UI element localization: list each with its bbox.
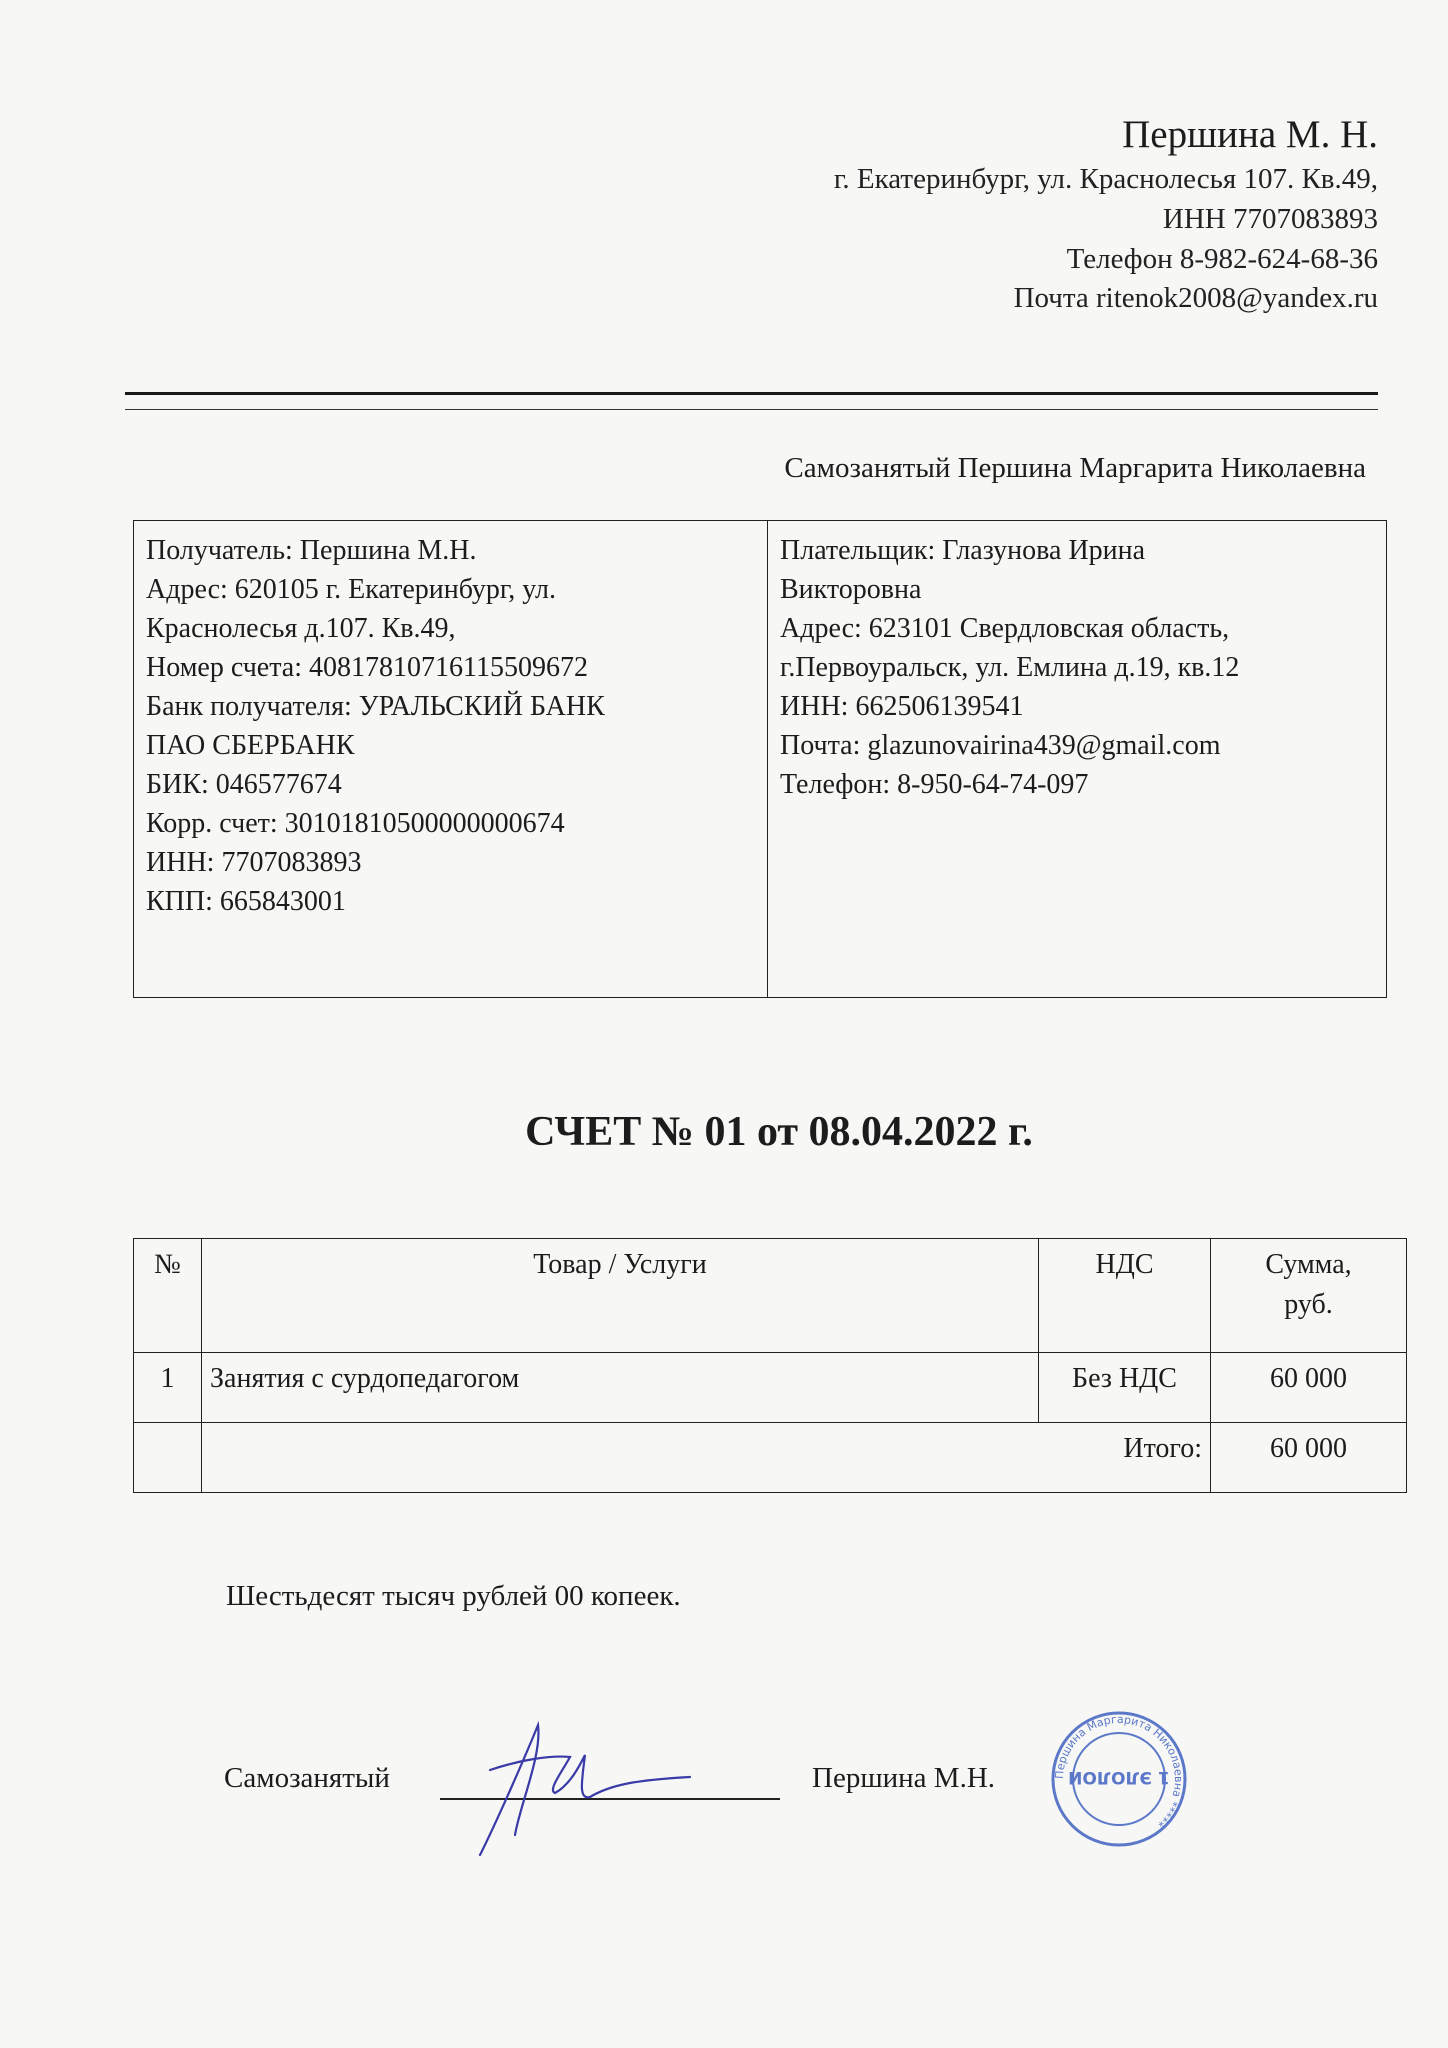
payer-line: Адрес: 623101 Свердловская область, <box>780 613 1230 644</box>
payer-line: Почта: glazunovairina439@gmail.com <box>780 730 1221 761</box>
issuer-email: Почта ritenok2008@yandex.ru <box>1013 282 1378 314</box>
col-header-num: № <box>134 1239 202 1353</box>
signature-role: Самозанятый <box>224 1762 390 1794</box>
recipient-block <box>134 521 768 997</box>
svg-text:1 ЭЛОЛОИ: 1 ЭЛОЛОИ <box>1068 1767 1170 1787</box>
table-total-row <box>134 1423 1407 1493</box>
amount-in-words: Шестьдесят тысяч рублей 00 копеек. <box>226 1580 681 1612</box>
items-table <box>133 1238 1407 1493</box>
recipient-line: Краснолесья д.107. Кв.49, <box>146 613 456 644</box>
row-sum: 60 000 <box>1211 1353 1407 1423</box>
col-header-sum <box>1211 1239 1407 1353</box>
table-header-row <box>134 1239 1407 1353</box>
recipient-line: ПАО СБЕРБАНК <box>146 730 355 761</box>
recipient-line: Банк получателя: УРАЛЬСКИЙ БАНК <box>146 691 605 722</box>
parties-box <box>133 520 1387 998</box>
payer-block <box>768 521 1386 997</box>
header-divider-thin <box>125 409 1378 410</box>
recipient-line: КПП: 665843001 <box>146 886 346 917</box>
payer-line: Викторовна <box>780 574 922 605</box>
col-header-vat: НДС <box>1039 1239 1211 1353</box>
self-employed-line: Самозанятый Першина Маргарита Николаевна <box>784 452 1366 484</box>
recipient-line: Корр. счет: 30101810500000000674 <box>146 808 565 839</box>
payer-line: Телефон: 8-950-64-74-097 <box>780 769 1089 800</box>
row-vat: Без НДС <box>1039 1353 1211 1423</box>
handwritten-signature <box>460 1705 700 1865</box>
row-name: Занятия с сурдопедагогом <box>202 1353 1039 1423</box>
invoice-title: СЧЕТ № 01 от 08.04.2022 г. <box>525 1109 1033 1155</box>
header-divider-thick <box>125 392 1378 395</box>
row-num: 1 <box>134 1353 202 1423</box>
recipient-line: Получатель: Першина М.Н. <box>146 535 477 566</box>
total-label: Итого: <box>202 1423 1211 1493</box>
recipient-line: БИК: 046577674 <box>146 769 342 800</box>
total-value: 60 000 <box>1211 1423 1407 1493</box>
issuer-name: Першина М. Н. <box>1122 113 1378 156</box>
svg-text:Першина Маргарита Николаевна *: Першина Маргарита Николаевна ***** <box>1052 1712 1186 1830</box>
total-empty-cell <box>134 1423 202 1493</box>
recipient-line: Номер счета: 40817810716115509672 <box>146 652 588 683</box>
issuer-address: г. Екатеринбург, ул. Краснолесья 107. Кв.49, <box>833 163 1378 195</box>
recipient-line: Адрес: 620105 г. Екатеринбург, ул. <box>146 574 556 605</box>
payer-line: Плательщик: Глазунова Ирина <box>780 535 1146 566</box>
table-row <box>134 1353 1407 1423</box>
recipient-line: ИНН: 7707083893 <box>146 847 362 878</box>
col-header-name: Товар / Услуги <box>202 1239 1039 1353</box>
payer-line: ИНН: 662506139541 <box>780 691 1024 722</box>
col-header-sum-line2: руб. <box>1284 1289 1333 1320</box>
issuer-phone: Телефон 8-982-624-68-36 <box>1066 243 1378 275</box>
issuer-inn: ИНН 7707083893 <box>1162 203 1378 235</box>
signer-name: Першина М.Н. <box>812 1762 996 1794</box>
col-header-sum-line1: Сумма, <box>1265 1249 1352 1280</box>
payer-line: г.Первоуральск, ул. Емлина д.19, кв.12 <box>780 652 1240 683</box>
seal-stamp <box>1048 1708 1190 1850</box>
